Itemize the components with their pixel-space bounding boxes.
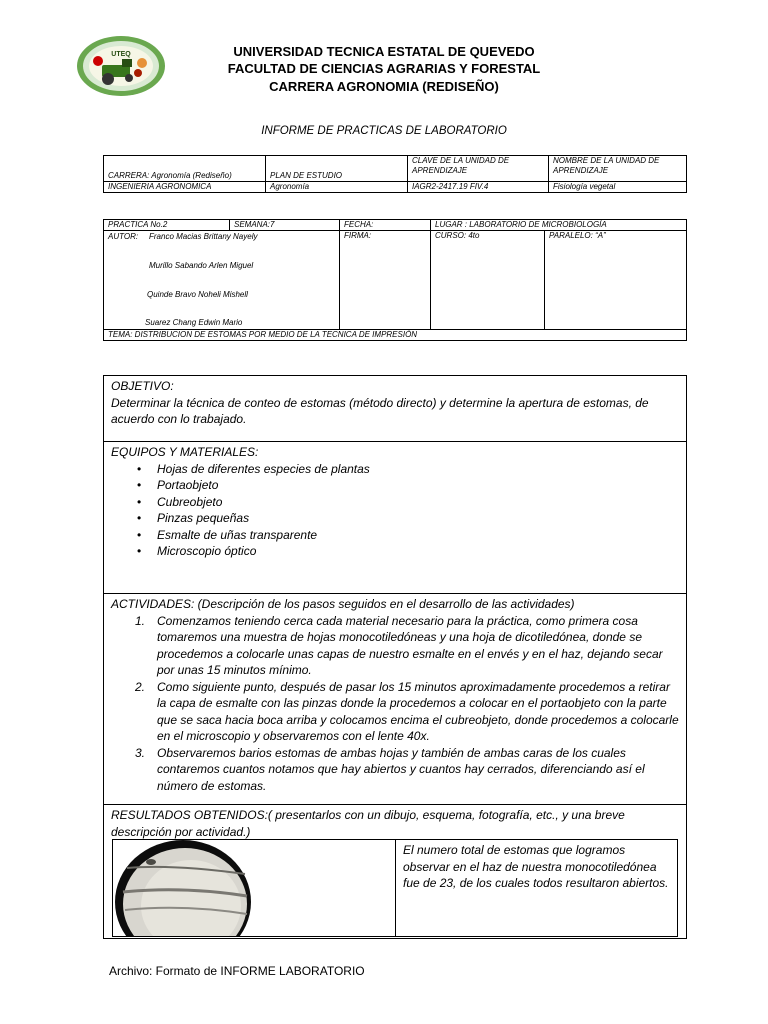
list-item xyxy=(135,613,679,679)
fecha-cell: FECHA: xyxy=(340,220,431,231)
university-name: UNIVERSIDAD TECNICA ESTATAL DE QUEVEDO xyxy=(233,44,535,59)
faculty-name: FACULTAD DE CIENCIAS AGRARIAS Y FORESTAL xyxy=(227,61,541,76)
author-label: AUTOR: xyxy=(108,232,139,241)
resultados-table xyxy=(112,839,678,937)
authors-cell xyxy=(104,231,340,330)
step-text: Observaremos barios estomas de ambas hojas y también de ambas caras de los cuales contaremos cuantos notamos que hay abiertos y cuantos hay cerrados, diferenciando así el número de estomas. xyxy=(157,745,645,793)
equipos-list xyxy=(111,461,679,560)
step-text: Como siguiente punto, después de pasar los 15 minutos aproximadamente procedemos a retirar la capa de esmalte con las pinzas donde la procedemos a colocar en el portaobjeto con la parte que se saca hacia boca arriba y colocamos encima el cubreobjeto, donde procedemos a colocarle en el microscopio y observaremos con el lente 40x. xyxy=(157,679,679,743)
semana-cell: SEMANA:7 xyxy=(230,220,340,231)
clave-value-cell: IAGR2-2417.19 FIV.4 xyxy=(408,182,549,193)
list-item: • Pinzas pequeñas xyxy=(157,510,679,527)
tema-cell: TEMA: DISTRIBUCION DE ESTOMAS POR MEDIO DE LA TECNICA DE IMPRESIÓN xyxy=(104,330,687,341)
list-item: • Microscopio óptico xyxy=(157,543,679,560)
plan-label-cell: PLAN DE ESTUDIO xyxy=(266,156,408,182)
list-item: • Portaobjeto xyxy=(157,477,679,494)
practica-cell: PRACTICA No.2 xyxy=(104,220,230,231)
svg-text:UTEQ: UTEQ xyxy=(111,51,131,58)
resultados-section xyxy=(104,805,686,938)
nombre-label-cell: NOMBRE DE LA UNIDAD DE APRENDIZAJE xyxy=(549,156,687,182)
carrera-cell: CARRERA: Agronomía (Rediseño) xyxy=(104,156,266,182)
practice-info-table xyxy=(103,219,687,341)
resultados-description: El numero total de estomas que logramos observar en el haz de nuestra monocotiledónea fue de 23, de los cuales todos resultaron abiertos. xyxy=(403,843,669,890)
list-item: • Esmalte de uñas transparente xyxy=(157,527,679,544)
curso-cell: CURSO: 4to xyxy=(431,231,545,330)
microscope-photo xyxy=(113,840,396,936)
paralelo-cell: PARALELO: “A” xyxy=(545,231,687,330)
plan-value-cell: Agronomía xyxy=(266,182,408,193)
ingenieria-cell: INGENIERIA AGRONOMICA xyxy=(104,182,266,193)
step-text: Comenzamos teniendo cerca cada material necesario para la práctica, como primera cosa tomaremos una muestra de hojas monocotiledóneas y una hoja de dicotiledónea, donde se procedemos a colocarle unas capas de nuestro esmalte en el envés y en el haz, dejando secar por unas 15 minutos mínimo. xyxy=(157,613,663,677)
lugar-cell: LUGAR : LABORATORIO DE MICROBIOLOGÍA xyxy=(431,220,687,231)
step-number: 3. xyxy=(135,745,146,760)
author-name: Murillo Sabando Arlen Miguel xyxy=(149,261,254,270)
objetivo-section xyxy=(104,376,686,442)
objetivo-title: OBJETIVO: xyxy=(111,379,174,393)
author-name: Franco Macias Brittany Nayely xyxy=(149,232,258,241)
step-number: 1. xyxy=(135,613,146,628)
objetivo-text: Determinar la técnica de conteo de estomas (método directo) y determine la apertura de estomas, de acuerdo con lo trabajado. xyxy=(111,395,649,426)
course-info-table xyxy=(103,155,687,193)
author-name: Suarez Chang Edwin Mario xyxy=(145,318,243,327)
career-name: CARRERA AGRONOMIA (REDISEÑO) xyxy=(269,79,499,94)
actividades-title: ACTIVIDADES: (Descripción de los pasos seguidos en el desarrollo de las actividades) xyxy=(111,597,575,611)
list-item xyxy=(135,745,679,795)
author-name: Quinde Bravo Noheli Mishell xyxy=(147,290,248,299)
equipos-section xyxy=(104,442,686,594)
resultados-title: RESULTADOS OBTENIDOS:( presentarlos con un dibujo, esquema, fotografía, etc., y una breve descripción por actividad.) xyxy=(111,808,625,839)
report-body xyxy=(103,375,687,939)
nombre-value-cell: Fisiología vegetal xyxy=(549,182,687,193)
list-item: • Cubreobjeto xyxy=(157,494,679,511)
step-number: 2. xyxy=(135,679,146,694)
list-item: • Hojas de diferentes especies de plantas xyxy=(157,461,679,478)
actividades-section xyxy=(104,594,686,805)
clave-label-cell: CLAVE DE LA UNIDAD DE APRENDIZAJE xyxy=(408,156,549,182)
firma-cell: FIRMA: xyxy=(340,231,431,330)
equipos-title: EQUIPOS Y MATERIALES: xyxy=(111,445,259,459)
report-title: INFORME DE PRACTICAS DE LABORATORIO xyxy=(261,125,507,137)
footer-text: Archivo: Formato de INFORME LABORATORIO xyxy=(109,964,365,978)
list-item xyxy=(135,679,679,745)
actividades-list xyxy=(111,613,679,795)
